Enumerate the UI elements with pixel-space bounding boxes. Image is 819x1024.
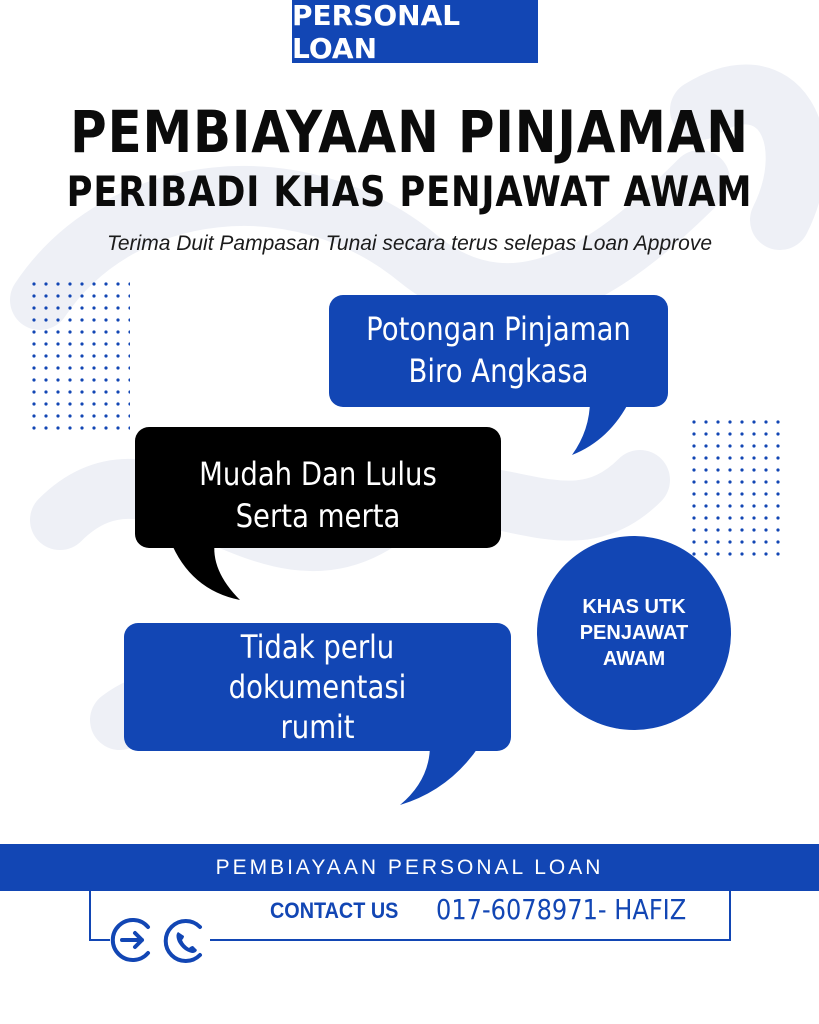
page-title-line1: PEMBIAYAAN PINJAMAN bbox=[70, 98, 749, 166]
arrow-right-icon bbox=[108, 915, 158, 965]
contact-phone[interactable]: 017-6078971- HAFIZ bbox=[436, 893, 687, 926]
bubble-text-dokumentasi: Tidak perlu dokumentasi rumit bbox=[228, 628, 407, 746]
personal-loan-badge: PERSONAL LOAN bbox=[292, 0, 538, 63]
bubble-text-biro: Potongan Pinjaman Biro Angkasa bbox=[366, 310, 631, 390]
bubble-text-mudah: Mudah Dan Lulus Serta merta bbox=[199, 455, 437, 535]
phone-icon[interactable] bbox=[160, 915, 212, 967]
contact-us-label: CONTACT US bbox=[270, 898, 399, 923]
page-subtitle: Terima Duit Pampasan Tunai secara terus selepas Loan Approve bbox=[106, 232, 713, 255]
page-title-line2: PERIBADI KHAS PENJAWAT AWAM bbox=[66, 167, 753, 216]
khas-penjawat-circle: KHAS UTK PENJAWAT AWAM bbox=[537, 536, 731, 730]
footer-bar-text: PEMBIAYAAN PERSONAL LOAN bbox=[215, 855, 604, 879]
